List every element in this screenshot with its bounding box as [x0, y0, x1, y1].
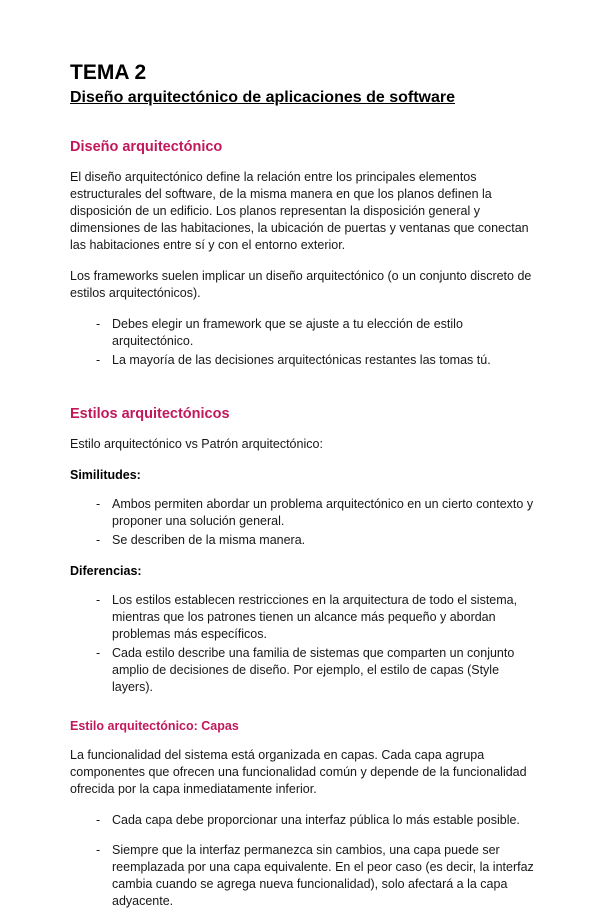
list-item: - Debes elegir un framework que se ajuste a tu elección de estilo arquitectónico. [96, 316, 534, 350]
list-item: - Los estilos establecen restricciones en la arquitectura de todo el sistema, mientras que los patrones tienen un alcance más pequeño y abordan problemas más específicos. [96, 592, 534, 643]
list-item: - Cada estilo describe una familia de sistemas que comparten un conjunto amplio de decisiones de diseño. Por ejemplo, el estilo de capas (Style layers). [96, 645, 534, 696]
bullet-list-capas [70, 812, 534, 910]
section-heading-diseno-arquitectonico: Diseño arquitectónico [70, 139, 223, 156]
list-item: - Se describen de la misma manera. [96, 532, 534, 549]
list-item: - Ambos permiten abordar un problema arquitectónico en un cierto contexto y proponer una solución general. [96, 496, 534, 530]
sub-heading-estilo-capas: Estilo arquitectónico: Capas [70, 719, 239, 734]
paragraph-frameworks: Los frameworks suelen implicar un diseño arquitectónico (o un conjunto discreto de estilos arquitectónicos). [70, 269, 532, 301]
paragraph-estilo-vs-patron: Estilo arquitectónico vs Patrón arquitectónico: [70, 437, 323, 452]
bullet-list-similitudes [70, 496, 534, 549]
list-item: - Cada capa debe proporcionar una interfaz pública lo más estable posible. [96, 812, 534, 829]
bullet-list-frameworks [70, 316, 534, 369]
paragraph-diseno-definicion: El diseño arquitectónico define la relación entre los principales elementos estructurales del software, de la misma manera en que los planos definen la disposición de un edificio. Los planos representan la disposición general y dimensiones de las habitaciones, la ubicación de puertas y ventanas que conectan las habitaciones entre sí y con el entorno exterior. [70, 170, 529, 253]
page-title: TEMA 2 [70, 61, 147, 84]
page-subtitle: Diseño arquitectónico de aplicaciones de software [70, 89, 455, 107]
label-diferencias: Diferencias: [70, 564, 142, 579]
section-heading-estilos-arquitectonicos: Estilos arquitectónicos [70, 406, 230, 423]
bullet-list-diferencias [70, 592, 534, 696]
paragraph-capas-definicion: La funcionalidad del sistema está organizada en capas. Cada capa agrupa componentes que ofrecen una funcionalidad común y depende de la funcionalidad ofrecida por la capa inmediatamente inferior. [70, 747, 527, 796]
list-item: - Siempre que la interfaz permanezca sin cambios, una capa puede ser reemplazada por una capa equivalente. En el peor caso (es decir, la interfaz cambia cuando se agrega nueva funcionalidad), solo afectará a la capa adyacente. [96, 842, 534, 910]
list-item: - La mayoría de las decisiones arquitectónicas restantes las tomas tú. [96, 352, 534, 369]
label-similitudes: Similitudes: [70, 468, 141, 483]
